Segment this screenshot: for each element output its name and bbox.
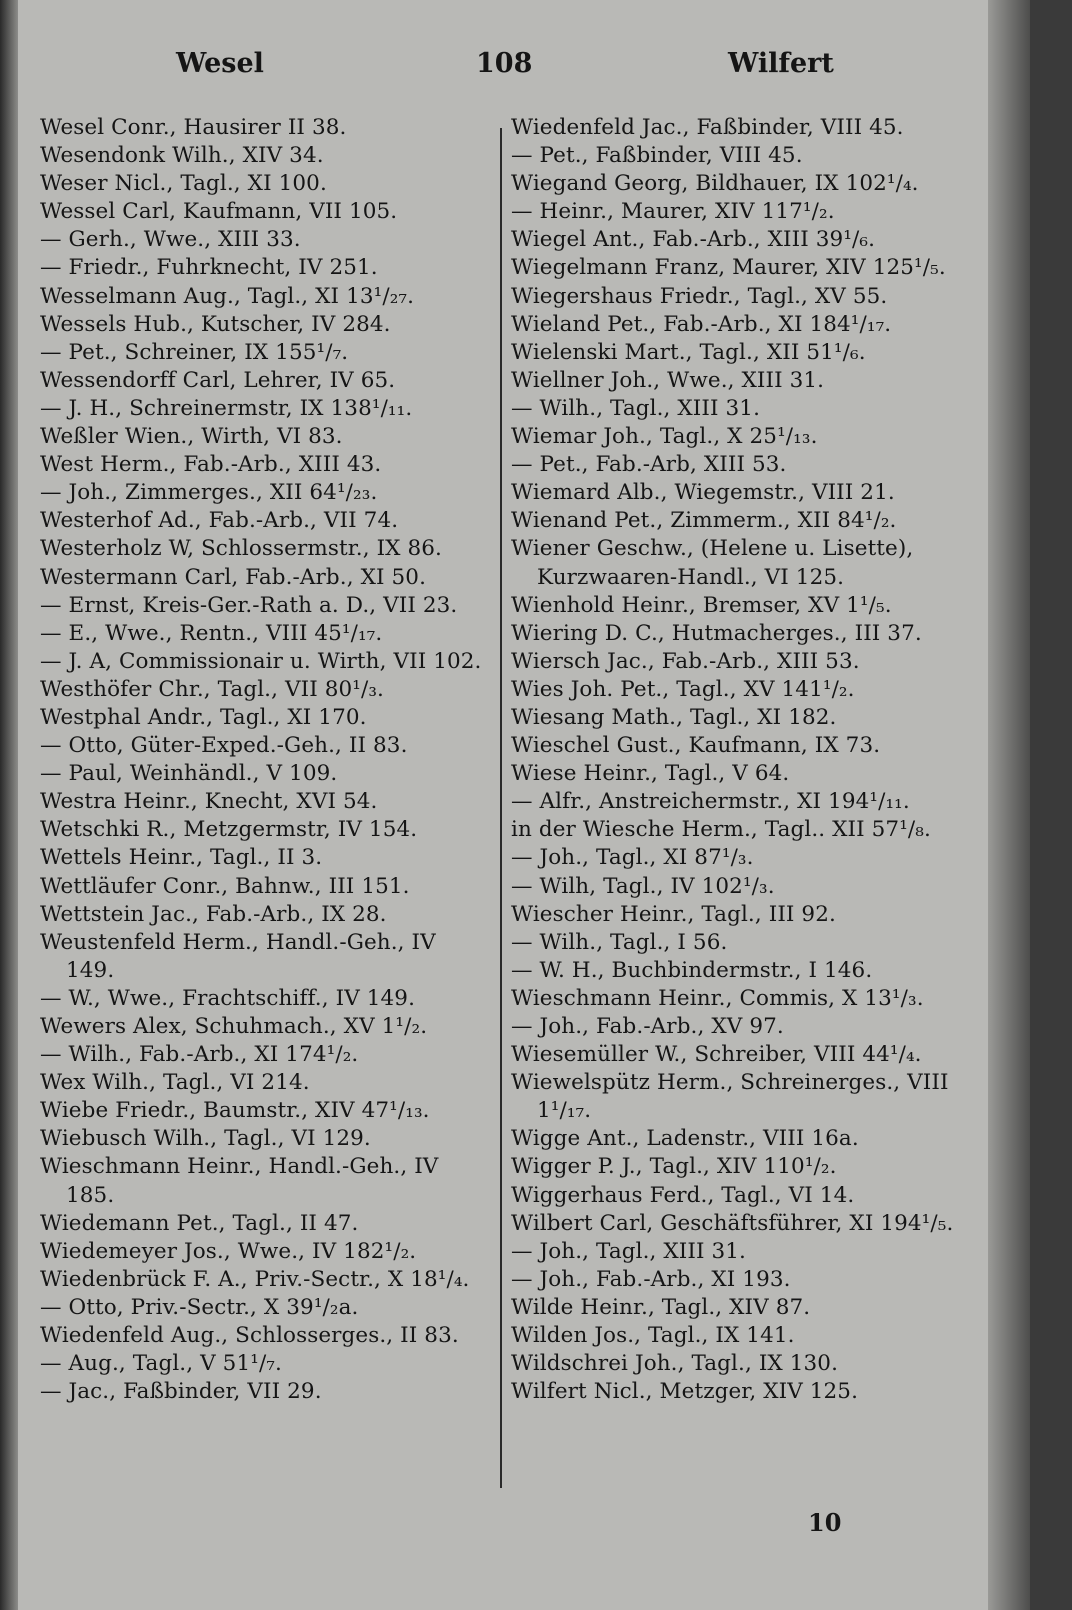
directory-entry: Wiewelspütz Herm., Schreinerges., VIII 1¹/₁₇. (511, 1070, 949, 1124)
directory-entry: — Joh., Fab.-Arb., XI 193. (511, 1266, 791, 1292)
right-column (511, 114, 971, 1406)
directory-entry: Wessel Carl, Kaufmann, VII 105. (40, 199, 398, 225)
directory-entry: Wies Joh. Pet., Tagl., XV 141¹/₂. (511, 676, 855, 702)
directory-entry: — Joh., Tagl., XI 87¹/₃. (511, 845, 754, 871)
page-number: 108 (476, 48, 533, 79)
directory-entry: Wiescher Heinr., Tagl., III 92. (511, 901, 836, 927)
directory-entry: Wiedemeyer Jos., Wwe., IV 182¹/₂. (40, 1238, 417, 1264)
directory-entry: — Wilh., Tagl., XIII 31. (511, 395, 760, 421)
directory-entry: — Ernst, Kreis-Ger.-Rath a. D., VII 23. (40, 592, 458, 618)
directory-entry: Wesselmann Aug., Tagl., XI 13¹/₂₇. (40, 283, 415, 309)
directory-entry: — Friedr., Fuhrknecht, IV 251. (40, 255, 378, 281)
directory-entry: — W., Wwe., Frachtschiff., IV 149. (40, 985, 416, 1011)
directory-entry: — Otto, Güter-Exped.-Geh., II 83. (40, 733, 408, 759)
directory-entry: — Wilh, Tagl., IV 102¹/₃. (511, 873, 775, 899)
left-column (40, 114, 488, 1406)
directory-entry: Wienhold Heinr., Bremser, XV 1¹/₅. (511, 592, 892, 618)
directory-entry: — Alfr., Anstreichermstr., XI 194¹/₁₁. (511, 789, 910, 815)
directory-entry: — Joh., Fab.-Arb., XV 97. (511, 1014, 784, 1039)
directory-entry: Wiegershaus Friedr., Tagl., XV 55. (511, 283, 888, 309)
page-edge-shadow (988, 0, 1030, 1610)
directory-entry: Wigge Ant., Ladenstr., VIII 16a. (511, 1126, 859, 1152)
directory-entry: Wiebe Friedr., Baumstr., XIV 47¹/₁₃. (40, 1098, 430, 1124)
directory-entry: — W. H., Buchbindermstr., I 146. (511, 957, 873, 983)
directory-entry: Weser Nicl., Tagl., XI 100. (40, 171, 327, 197)
directory-entry: Wiegand Georg, Bildhauer, IX 102¹/₄. (511, 171, 919, 197)
directory-entry: — Jac., Faßbinder, VII 29. (40, 1379, 322, 1405)
directory-entry: — Gerh., Wwe., XIII 33. (40, 227, 301, 253)
directory-entry: Weustenfeld Herm., Handl.-Geh., IV 149. (40, 929, 436, 983)
column-divider (500, 128, 502, 1488)
directory-entry: — Pet., Faßbinder, VIII 45. (511, 143, 803, 169)
directory-entry: Wiebusch Wilh., Tagl., VI 129. (40, 1126, 371, 1152)
directory-entry: — E., Wwe., Rentn., VIII 45¹/₁₇. (40, 620, 383, 646)
directory-entry: Wiellner Joh., Wwe., XIII 31. (511, 367, 825, 393)
directory-entry: Wienand Pet., Zimmerm., XII 84¹/₂. (511, 508, 897, 534)
directory-entry: Wiese Heinr., Tagl., V 64. (511, 761, 790, 787)
directory-entry: — Otto, Priv.-Sectr., X 39¹/₂a. (40, 1294, 359, 1320)
directory-entry: West Herm., Fab.-Arb., XIII 43. (40, 452, 382, 478)
directory-entry: Wessels Hub., Kutscher, IV 284. (40, 311, 391, 337)
directory-entry: Wettläufer Conr., Bahnw., III 151. (40, 873, 410, 899)
directory-entry: Wiedemann Pet., Tagl., II 47. (40, 1210, 359, 1236)
directory-entry: Wiemard Alb., Wiegemstr., VIII 21. (511, 480, 895, 506)
directory-entry: Wettstein Jac., Fab.-Arb., IX 28. (40, 901, 387, 927)
directory-entry: Wilfert Nicl., Metzger, XIV 125. (511, 1379, 859, 1405)
directory-entry: — Joh., Zimmerges., XII 64¹/₂₃. (40, 480, 378, 506)
directory-entry: in der Wiesche Herm., Tagl.. XII 57¹/₈. (511, 817, 931, 843)
header-right-keyword: Wilfert (728, 48, 834, 79)
directory-entry: Wilbert Carl, Geschäftsführer, XI 194¹/₅. (511, 1210, 954, 1236)
directory-entry: Westerhof Ad., Fab.-Arb., VII 74. (40, 508, 399, 534)
directory-entry: — Aug., Tagl., V 51¹/₇. (40, 1351, 282, 1377)
directory-entry: Wetschki R., Metzgermstr, IV 154. (40, 817, 418, 843)
directory-entry: — Wilh., Tagl., I 56. (511, 929, 728, 955)
directory-entry: Wiegel Ant., Fab.-Arb., XIII 39¹/₆. (511, 227, 876, 253)
book-binding (0, 0, 18, 1610)
directory-entry: Wewers Alex, Schuhmach., XV 1¹/₂. (40, 1014, 428, 1039)
directory-entry: Wiemar Joh., Tagl., X 25¹/₁₃. (511, 424, 818, 450)
directory-entry: Wiesang Math., Tagl., XI 182. (511, 704, 837, 730)
directory-entry: — J. A, Commissionair u. Wirth, VII 102. (40, 648, 482, 674)
directory-entry: — Paul, Weinhändl., V 109. (40, 761, 338, 787)
directory-entry: Wieschel Gust., Kaufmann, IX 73. (511, 733, 881, 759)
directory-entry: Wiersch Jac., Fab.-Arb., XIII 53. (511, 648, 860, 674)
directory-entry: Wiedenfeld Aug., Schlosserges., II 83. (40, 1323, 459, 1349)
directory-entry: Wilde Heinr., Tagl., XIV 87. (511, 1294, 811, 1320)
directory-entry: Wiegelmann Franz, Maurer, XIV 125¹/₅. (511, 255, 946, 281)
directory-entry: Wiesemüller W., Schreiber, VIII 44¹/₄. (511, 1042, 922, 1068)
directory-entry: — Wilh., Fab.-Arb., XI 174¹/₂. (40, 1042, 359, 1068)
directory-entry: Westra Heinr., Knecht, XVI 54. (40, 789, 378, 815)
directory-entry: Wiedenbrück F. A., Priv.-Sectr., X 18¹/₄. (40, 1266, 470, 1292)
directory-entry: Westphal Andr., Tagl., XI 170. (40, 704, 367, 730)
directory-entry: Wieschmann Heinr., Commis, X 13¹/₃. (511, 985, 924, 1011)
directory-entry: Wiener Geschw., (Helene u. Lisette), Kurzwaaren-Handl., VI 125. (511, 536, 914, 590)
directory-entry: Wielenski Mart., Tagl., XII 51¹/₆. (511, 339, 866, 365)
directory-entry: Wigger P. J., Tagl., XIV 110¹/₂. (511, 1154, 837, 1180)
directory-entry: Wiggerhaus Ferd., Tagl., VI 14. (511, 1182, 855, 1208)
directory-entry: Wilden Jos., Tagl., IX 141. (511, 1323, 795, 1349)
signature-mark: 10 (808, 1508, 842, 1537)
directory-page (18, 0, 1030, 1610)
directory-entry: — Pet., Fab.-Arb, XIII 53. (511, 452, 787, 478)
directory-entry: Westermann Carl, Fab.-Arb., XI 50. (40, 564, 427, 590)
directory-entry: Weßler Wien., Wirth, VI 83. (40, 424, 343, 450)
directory-entry: — Heinr., Maurer, XIV 117¹/₂. (511, 199, 835, 225)
directory-entry: Wesendonk Wilh., XIV 34. (40, 143, 324, 169)
directory-entry: Wieland Pet., Fab.-Arb., XI 184¹/₁₇. (511, 311, 892, 337)
directory-entry: Wettels Heinr., Tagl., II 3. (40, 845, 323, 871)
directory-entry: Westerholz W, Schlossermstr., IX 86. (40, 536, 442, 562)
directory-entry: Wesel Conr., Hausirer II 38. (40, 115, 347, 140)
directory-entry: — Joh., Tagl., XIII 31. (511, 1238, 746, 1264)
directory-entry: Westhöfer Chr., Tagl., VII 80¹/₃. (40, 676, 384, 702)
directory-entry: Wex Wilh., Tagl., VI 214. (40, 1070, 310, 1096)
directory-entry: — J. H., Schreinermstr, IX 138¹/₁₁. (40, 395, 413, 421)
directory-entry: Wildschrei Joh., Tagl., IX 130. (511, 1351, 839, 1377)
directory-entry: Wiedenfeld Jac., Faßbinder, VIII 45. (511, 115, 904, 140)
directory-entry: Wessendorff Carl, Lehrer, IV 65. (40, 367, 396, 393)
directory-entry: — Pet., Schreiner, IX 155¹/₇. (40, 339, 349, 365)
directory-entry: Wiering D. C., Hutmacherges., III 37. (511, 620, 922, 646)
header-left-keyword: Wesel (176, 48, 264, 79)
directory-entry: Wieschmann Heinr., Handl.-Geh., IV 185. (40, 1154, 439, 1208)
page-header (18, 48, 1030, 98)
